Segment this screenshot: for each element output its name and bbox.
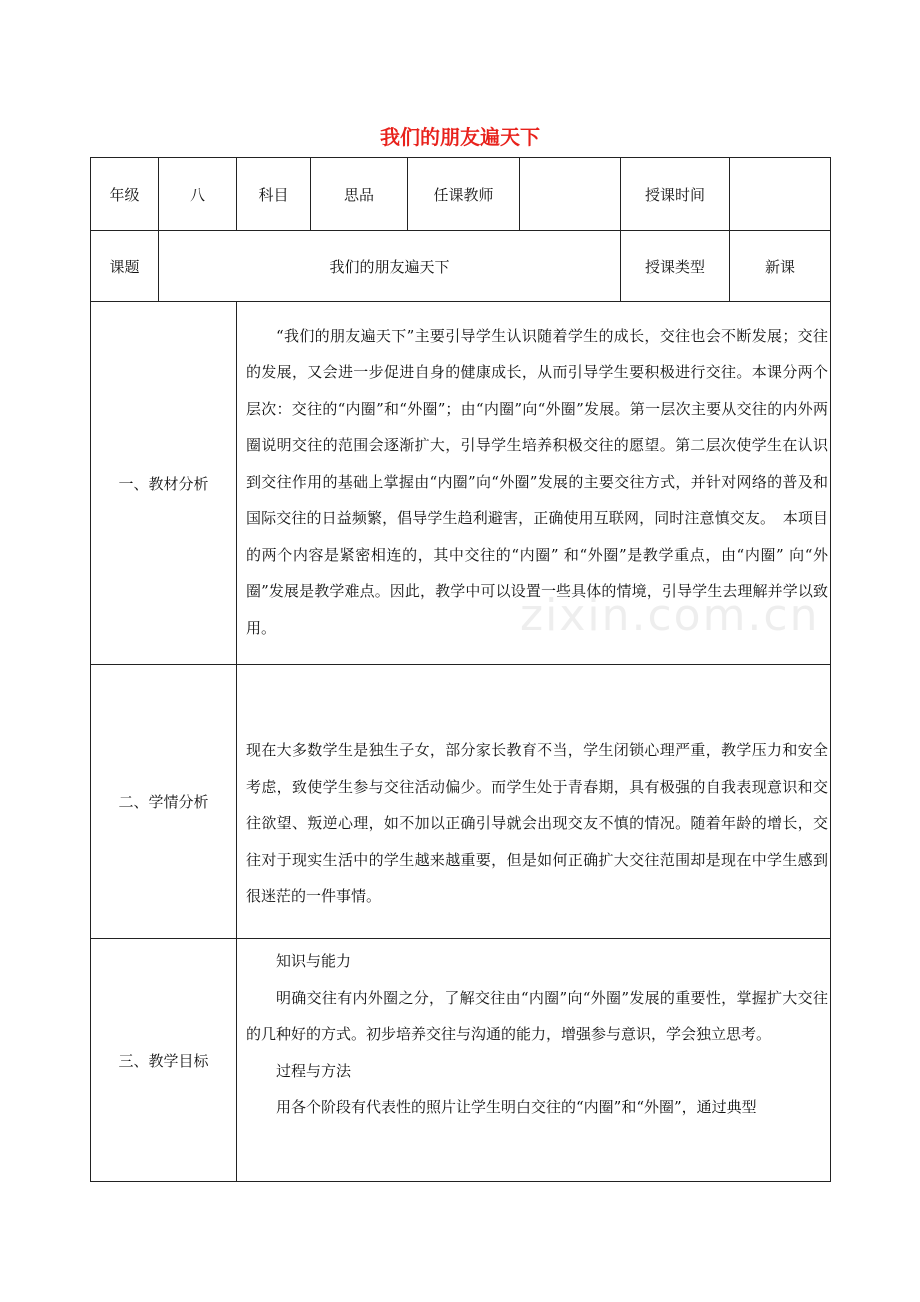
- process-heading: 过程与方法: [276, 1061, 352, 1080]
- grade-value: 八: [159, 158, 237, 231]
- student-analysis-text: 现在大多数学生是独生子女，部分家长教育不当，学生闭锁心理严重，教学压力和安全考虑，致使学生参与交往活动偏少。而学生处于青春期，具有极强的自我表现意识和交往欲望、叛逆心理，如不加以正确引导就会出现交友不慎的情况。随着年龄的增长，交往对于现实生活中的学生越来越重要，但是如何正确扩大交往范围却是现在中学生感到很迷茫的一件事情。: [237, 665, 831, 939]
- student-analysis-row: [91, 665, 831, 939]
- teaching-goals-content: [237, 939, 831, 1182]
- subject-value: 思品: [311, 158, 408, 231]
- knowledge-text: 明确交往有内外圈之分，了解交往由“内圈”向“外圈”发展的重要性，掌握扩大交往的几种好的方式。初步培养交往与沟通的能力，增强参与意识，学会独立思考。: [246, 988, 828, 1043]
- grade-label: 年级: [91, 158, 159, 231]
- watermark: zixin.com.cn: [520, 590, 820, 641]
- knowledge-heading: 知识与能力: [276, 952, 352, 970]
- teaching-goals-row: [91, 939, 831, 1182]
- teacher-value: [520, 158, 621, 231]
- student-analysis-label: 二、学情分析: [91, 665, 237, 939]
- lesson-type-value: 新课: [730, 231, 831, 302]
- topic-label: 课题: [91, 231, 159, 302]
- process-text: 用各个阶段有代表性的照片让学生明白交往的“内圈”和“外圈”，通过典型: [276, 1098, 757, 1116]
- teaching-goals-label: 三、教学目标: [91, 939, 237, 1182]
- header-row: [91, 158, 831, 231]
- subject-label: 科目: [237, 158, 311, 231]
- material-analysis-row: [91, 302, 831, 665]
- time-value: [730, 158, 831, 231]
- document-title: 我们的朋友遍天下: [380, 125, 540, 149]
- material-analysis-text: “我们的朋友遍天下”主要引导学生认识随着学生的成长，交往也会不断发展；交往的发展，又会进一步促进自身的健康成长，从而引导学生要积极进行交往。本课分两个层次：交往的“内圈”和“外圈”；由“内圈”向“外圈”发展。第一层次主要从交往的内外两圈说明交往的范围会逐渐扩大，引导学生培养积极交往的愿望。第二层次使学生在认识到交往作用的基础上掌握由“内圈”向“外圈”发展的主要交往方式，并针对网络的普及和国际交往的日益频繁，倡导学生趋利避害，正确使用互联网，同时注意慎交友。 本项目的两个内容是紧密相连的，其中交往的“内圈” 和“外圈”是教学重点，由“内圈” 向“外圈”发展是教学难点。因此，教学中可以设置一些具体的情境，引导学生去理解并学以致用。: [237, 302, 831, 665]
- teacher-label: 任课教师: [408, 158, 520, 231]
- topic-value: 我们的朋友遍天下: [159, 231, 621, 302]
- time-label: 授课时间: [621, 158, 730, 231]
- lesson-plan-table: [90, 157, 831, 1182]
- material-analysis-label: 一、教材分析: [91, 302, 237, 665]
- lesson-type-label: 授课类型: [621, 231, 730, 302]
- topic-row: [91, 231, 831, 302]
